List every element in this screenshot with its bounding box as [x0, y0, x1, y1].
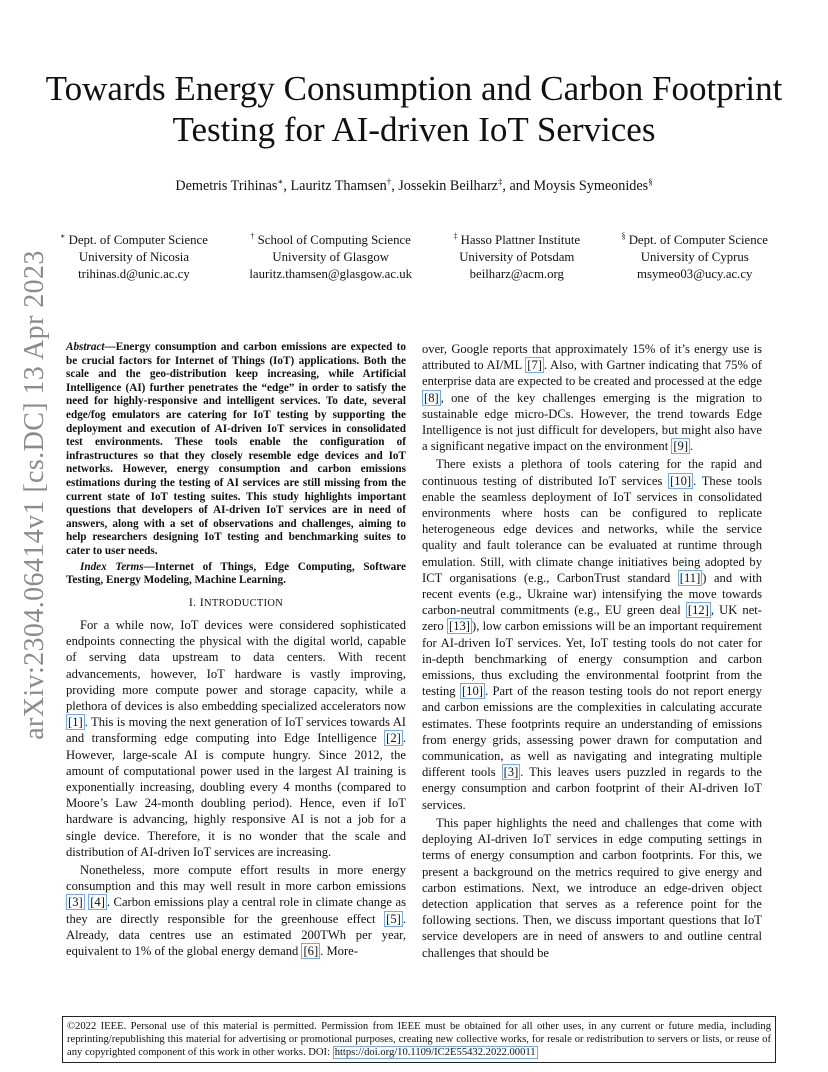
- affiliation: [249, 232, 412, 283]
- paragraph-text: Nonetheless, more compute effort results in more energy consumption and this may well result in more carbon emissions: [66, 862, 406, 894]
- author-name: Lauritz Thamsen: [290, 178, 387, 194]
- affiliation-email: trihinas.d@unic.ac.cy: [78, 267, 190, 281]
- citation-link[interactable]: [12]: [687, 603, 709, 618]
- citation-link[interactable]: [13]: [449, 619, 470, 634]
- body-paragraph: [422, 341, 762, 454]
- paragraph-text: . Carbon emissions play a central role in climate change as they are directly responsible for the greenhouse effect: [66, 895, 406, 926]
- affiliation-mark: ∗: [60, 231, 66, 241]
- citation-link[interactable]: [8]: [424, 390, 439, 405]
- paragraph-text: . Part of the reason testing tools do not report energy and carbon emissions are the complexities in calculating accurate estimates. These footprints require an understanding of emissions from energy grids, assessing power drawn for computation and communication, as well as navigating and integrating multiple different tools: [422, 684, 762, 780]
- affiliation-mark: §: [621, 231, 626, 241]
- citation-link[interactable]: [11]: [679, 570, 701, 585]
- author-mark: ∗: [277, 176, 284, 187]
- paragraph-text: . However, large-scale AI is compute hungry. Since 2012, the amount of computational power used in the largest AI training is exponentially increasing, doubling every 4 months (compared to Moore’s Law 24-month doubling period). Hence, even if IoT hardware is advancing, highly responsive AI is not a job for a single device. Therefore, it is no wonder that the scale and distribution of AI-driven IoT services are increasing.: [66, 731, 406, 859]
- body-paragraph: [422, 815, 762, 961]
- author-mark: §: [648, 176, 653, 187]
- abstract: [66, 341, 406, 559]
- affiliation-dept: Dept. of Computer Science: [628, 233, 768, 247]
- paragraph-text: , one of the key challenges emerging is the migration to sustainable edge micro-DCs. However, the trend towards Edge Intelligence is not just difficult for developers, but might also have a significant negative impact on the environment: [422, 390, 762, 454]
- author-separator: ,: [391, 178, 399, 194]
- author-name: Moysis Symeonides: [533, 178, 649, 194]
- affiliation-email: lauritz.thamsen@glasgow.ac.uk: [249, 267, 413, 281]
- author-list: [40, 178, 788, 195]
- affiliation-dept-line: [249, 232, 412, 249]
- left-column: [66, 341, 406, 961]
- citation-link[interactable]: [1]: [68, 715, 83, 730]
- author-separator: ,: [283, 178, 291, 194]
- affiliation-dept-line: [453, 232, 580, 249]
- title-line-1: Towards Energy Consumption and Carbon Footprint: [45, 69, 783, 108]
- affiliation-university: University of Nicosia: [78, 250, 190, 264]
- author-separator: , and: [502, 178, 534, 194]
- citation-link[interactable]: [3]: [68, 895, 83, 910]
- arxiv-id-text: arXiv:2304.06414v1 [cs.DC] 13 Apr 2023: [19, 250, 51, 740]
- index-terms: [66, 561, 406, 588]
- paragraph-text: ), low carbon emissions will be an important requirement for AI-driven IoT services. Yet, IoT testing tools do not cater for in-depth benchmarking of energy consumption and carbon emissions, thus excluding the environmental footprint from the testing: [422, 619, 762, 699]
- copyright-text: ©2022 IEEE. Personal use of this material is permitted. Permission from IEEE must be obtained for all other uses, in any current or future media, including reprinting/republishing this material for advertising or promotional purposes, creating new collective works, for resale or redistribution to servers or lists, or reuse of any copyrighted component of this work in other works. DOI:: [67, 1021, 771, 1058]
- paragraph-text: . Also, with Gartner indicating that 75% of enterprise data are expected to be created and processed at the edge: [422, 358, 762, 389]
- index-terms-lead: Index Terms: [80, 560, 144, 573]
- citation-link[interactable]: [4]: [90, 895, 105, 910]
- paragraph-text: over, Google reports that approximately 15% of it’s energy use is attributed to AI/ML: [422, 342, 762, 373]
- affiliation-university: University of Potsdam: [459, 250, 575, 264]
- arxiv-stamp: [12, 250, 58, 740]
- citation-link[interactable]: [7]: [527, 358, 542, 373]
- paragraph-text: , UK net-zero: [422, 603, 762, 634]
- affiliation-university: University of Glasgow: [272, 250, 389, 264]
- paragraph-text: For a while now, IoT devices were considered sophisticated endpoints connecting the physical with the digital world, capable of serving data upstream to data centers. With recent advancements, however, IoT hardware is vastly improving, providing more compute power and storage capacity, while a plethora of devices is also embedding specialized accelerators now: [66, 617, 406, 713]
- affiliation-dept-line: [60, 232, 208, 249]
- affiliation-email: msymeo03@ucy.ac.cy: [637, 267, 753, 281]
- abstract-text: —Energy consumption and carbon emissions are expected to be crucial factors for Internet of Things (IoT) applications. Both the scale and the geo-distribution keep increasing, while Artificial Intelligence (AI) further penetrates the “edge” in order to satisfy the need for highly-responsive and intelligent services. To date, several edge/fog emulators are catering for IoT testing by supporting the deployment and execution of AI-driven IoT services in consolidated test environments. These tools enable the configuration of infrastructures so that they closely resemble edge devices and IoT networks. However, energy consumption and carbon emissions estimations during the testing of AI services are still missing from the current state of IoT testing suites. This study highlights important questions that developers of AI-driven IoT services are in need of answers, along with a set of observations and challenges, aiming to help researchers designing IoT testing and benchmarking suites to cater to user needs.: [66, 341, 406, 557]
- paragraph-text: . More-: [320, 943, 358, 958]
- author-mark: ‡: [497, 176, 503, 187]
- section-heading-introduction: I. INTRODUCTION: [188, 594, 284, 609]
- right-column: [422, 341, 762, 963]
- affiliation-mark: ‡: [453, 231, 458, 241]
- paragraph-text: . Already, data centres use an estimated 200TWh per year, equivalent to 1% of the global energy demand: [66, 911, 406, 958]
- body-paragraph: [66, 862, 406, 959]
- affiliation-dept-line: [622, 232, 768, 249]
- affiliation-dept: Dept. of Computer Science: [68, 233, 208, 247]
- citation-link[interactable]: [5]: [386, 911, 401, 926]
- affiliation: [622, 232, 768, 283]
- affiliation-mark: †: [250, 231, 255, 241]
- body-paragraph: [66, 617, 406, 860]
- body-paragraph: [422, 456, 762, 812]
- author-name: Jossekin Beilharz: [398, 178, 498, 194]
- copyright-notice: [62, 1016, 776, 1063]
- affiliation: [453, 232, 580, 283]
- abstract-lead: Abstract: [66, 341, 105, 353]
- paragraph-text: .: [690, 439, 694, 454]
- index-terms-text: —Internet of Things, Edge Computing, Software Testing, Energy Modeling, Machine Learning.: [66, 560, 406, 587]
- affiliation-dept: Hasso Plattner Institute: [460, 233, 581, 247]
- left-body: [66, 617, 406, 959]
- affiliation: [60, 232, 208, 283]
- paragraph-text: ) and with recent events (e.g., Ukraine war) intensifying the move towards carbon-neutral commitments (e.g., EU green deal: [422, 570, 762, 618]
- affiliation-dept: School of Computing Science: [257, 233, 411, 247]
- affiliations: [60, 232, 768, 283]
- paragraph-text: . This is moving the next generation of IoT services towards AI and transforming edge computing into Edge Intelligence: [66, 715, 406, 746]
- author-name: Demetris Trihinas: [175, 178, 278, 194]
- paragraph-text: There exists a plethora of tools catering for the rapid and continuous testing of distributed IoT services: [422, 457, 762, 488]
- paragraph-text: . This leaves users puzzled in regards to the energy consumption and carbon footprint of their AI-driven IoT services.: [422, 765, 763, 812]
- affiliation-university: University of Cyprus: [640, 250, 749, 264]
- citation-link[interactable]: [6]: [303, 943, 319, 958]
- citation-link[interactable]: [9]: [673, 439, 689, 454]
- paper-title: [40, 68, 788, 150]
- doi-link[interactable]: https://doi.org/10.1109/IC2E55432.2022.00011: [334, 1047, 536, 1058]
- paragraph-text: . These tools enable the seamless deployment of IoT services in consolidated environments where hosts can be configured to replicate heterogeneous edge devices and networks, while the service quality and fault tolerance can be evaluated at runtime through emulation. Still, with climate change initiatives being adopted by ICT organisations (e.g., CarbonTrust standard: [422, 473, 762, 585]
- title-line-2: Testing for AI-driven IoT Services: [172, 110, 656, 149]
- author-mark: †: [386, 176, 392, 187]
- citation-link[interactable]: [10]: [670, 473, 692, 488]
- citation-link[interactable]: [2]: [386, 731, 401, 746]
- paragraph-text: This paper highlights the need and challenges that come with deploying AI-driven IoT services in edge computing settings in terms of energy consumption and carbon footprints. For this, we present a background on the metrics required to give energy and carbon estimations. Next, we introduce an edge-driven object detection application that serves as a reference point for the following sections. Then, we discuss important questions that IoT service developers are in need of answers to and outline central challenges that should be: [422, 815, 762, 960]
- citation-link[interactable]: [3]: [503, 765, 519, 780]
- citation-link[interactable]: [10]: [461, 684, 483, 699]
- affiliation-email: beilharz@acm.org: [469, 267, 564, 281]
